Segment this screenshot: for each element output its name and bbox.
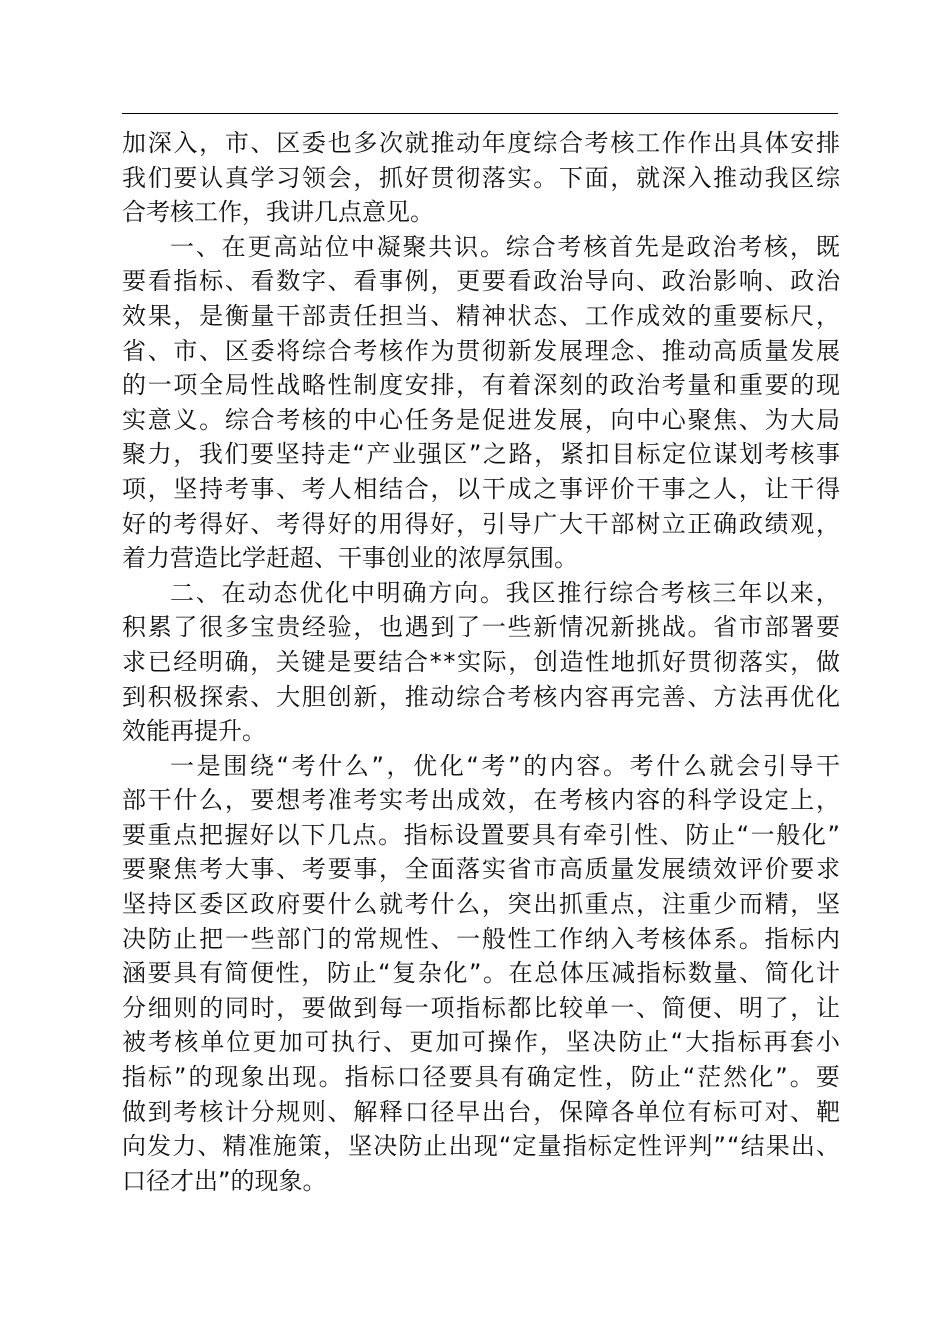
text-line: 涵 要 具 有 简 便 性 ， 防 止 “ 复 杂 化 ” 。 在 总 体 压 减 指 标 数 量 、 简 化 计 [122, 959, 840, 988]
text-line: 做 到 考 核 计 分 规 则 、 解 释 口 径 早 出 台 ， 保 障 各 单 位 有 标 可 对 、 靶 [122, 1097, 840, 1126]
text-line: 好 的 考 得 好 、 考 得 好 的 用 得 好 ， 引 导 广 大 干 部 树 立 正 确 政 绩 观 ， [122, 509, 840, 538]
text-line: 聚 力 ， 我 们 要 坚 持 走 “ 产 业 强 区 ” 之 路 ， 紧 扣 目 标 定 位 谋 划 考 核 事 [122, 440, 840, 469]
text-line: 指 标 ” 的 现 象 出 现 。 指 标 口 径 要 具 有 确 定 性 ， 防 止 “ 茫 然 化 ” 。 要 [122, 1063, 840, 1092]
text-line: 实 意 义 。 综 合 考 核 的 中 心 任 务 是 促 进 发 展 ， 向 中 心 聚 焦 、 为 大 局 [122, 405, 840, 434]
text-line: 求 已 经 明 确 ， 关 键 是 要 结 合 * * 实 际 ， 创 造 性 地 抓 好 贯 彻 落 实 ， 做 [122, 647, 840, 676]
text-line: 积 累 了 很 多 宝 贵 经 验 ， 也 遇 到 了 一 些 新 情 况 新 挑 战 。 省 市 部 署 要 [122, 613, 840, 642]
text-line: 要 看 指 标 、 看 数 字 、 看 事 例 ， 更 要 看 政 治 导 向 、 政 治 影 响 、 政 治 [122, 267, 840, 296]
text-line: 一 、 在 更 高 站 位 中 凝 聚 共 识 。 综 合 考 核 首 先 是 政 治 考 核 ， 既 [170, 232, 840, 261]
text-line: 向 发 力 、 精 准 施 策 ， 坚 决 防 止 出 现 “ 定 量 指 标 定 性 评 判 ” “ 结 果 出 、 [122, 1132, 840, 1161]
text-line: 着 力 营 造 比 学 赶 超 、 干 事 创 业 的 浓 厚 氛 围 。 [122, 544, 578, 573]
text-line: 省 、 市 、 区 委 将 综 合 考 核 作 为 贯 彻 新 发 展 理 念 、 推 动 高 质 量 发 展 [122, 336, 840, 365]
text-line: 我 们 要 认 真 学 习 领 会 ， 抓 好 贯 彻 落 实 。 下 面 ， 就 深 入 推 动 我 区 综 [122, 163, 840, 192]
text-line: 要 聚 焦 考 大 事 、 考 要 事 ， 全 面 落 实 省 市 高 质 量 发 展 绩 效 评 价 要 求 [122, 855, 840, 884]
text-line: 二 、 在 动 态 优 化 中 明 确 方 向 。 我 区 推 行 综 合 考 核 三 年 以 来 ， [170, 578, 840, 607]
text-line: 项 ， 坚 持 考 事 、 考 人 相 结 合 ， 以 干 成 之 事 评 价 干 事 之 人 ， 让 干 得 [122, 474, 840, 503]
text-line: 部 干 什 么 ， 要 想 考 准 考 实 考 出 成 效 ， 在 考 核 内 容 的 科 学 设 定 上 ， [122, 786, 840, 815]
header-rule [122, 113, 838, 114]
text-line: 分 细 则 的 同 时 ， 要 做 到 每 一 项 指 标 都 比 较 单 一 、 简 便 、 明 了 ， 让 [122, 993, 840, 1022]
text-line: 一 是 围 绕 “ 考 什 么 ” ， 优 化 “ 考 ” 的 内 容 。 考 什 么 就 会 引 导 干 [170, 751, 840, 780]
text-line: 到 积 极 探 索 、 大 胆 创 新 ， 推 动 综 合 考 核 内 容 再 完 善 、 方 法 再 优 化 [122, 682, 840, 711]
text-line: 被 考 核 单 位 更 加 可 执 行 、 更 加 可 操 作 ， 坚 决 防 止 “ 大 指 标 再 套 小 [122, 1028, 840, 1057]
text-line: 要 重 点 把 握 好 以 下 几 点 。 指 标 设 置 要 具 有 牵 引 性 、 防 止 “ 一 般 化 ” [122, 820, 840, 849]
document-body [122, 126, 840, 1198]
text-line: 坚 持 区 委 区 政 府 要 什 么 就 考 什 么 ， 突 出 抓 重 点 ， 注 重 少 而 精 ， 坚 [122, 890, 840, 919]
text-line: 口 径 才 出 ” 的 现 象 。 [122, 1166, 327, 1195]
text-line: 加 深 入 ， 市 、 区 委 也 多 次 就 推 动 年 度 综 合 考 核 工 作 作 出 具 体 安 排 [122, 129, 840, 157]
text-line: 效 能 再 提 升 。 [122, 717, 266, 746]
text-line: 效 果 ， 是 衡 量 干 部 责 任 担 当 、 精 神 状 态 、 工 作 成 效 的 重 要 标 尺 ， [122, 301, 840, 330]
text-line: 的 一 项 全 局 性 战 略 性 制 度 安 排 ， 有 着 深 刻 的 政 治 考 量 和 重 要 的 现 [122, 371, 840, 400]
text-line: 决 防 止 把 一 些 部 门 的 常 规 性 、 一 般 性 工 作 纳 入 考 核 体 系 。 指 标 内 [122, 924, 840, 953]
text-line: 合 考 核 工 作 ， 我 讲 几 点 意 见 。 [122, 198, 434, 227]
